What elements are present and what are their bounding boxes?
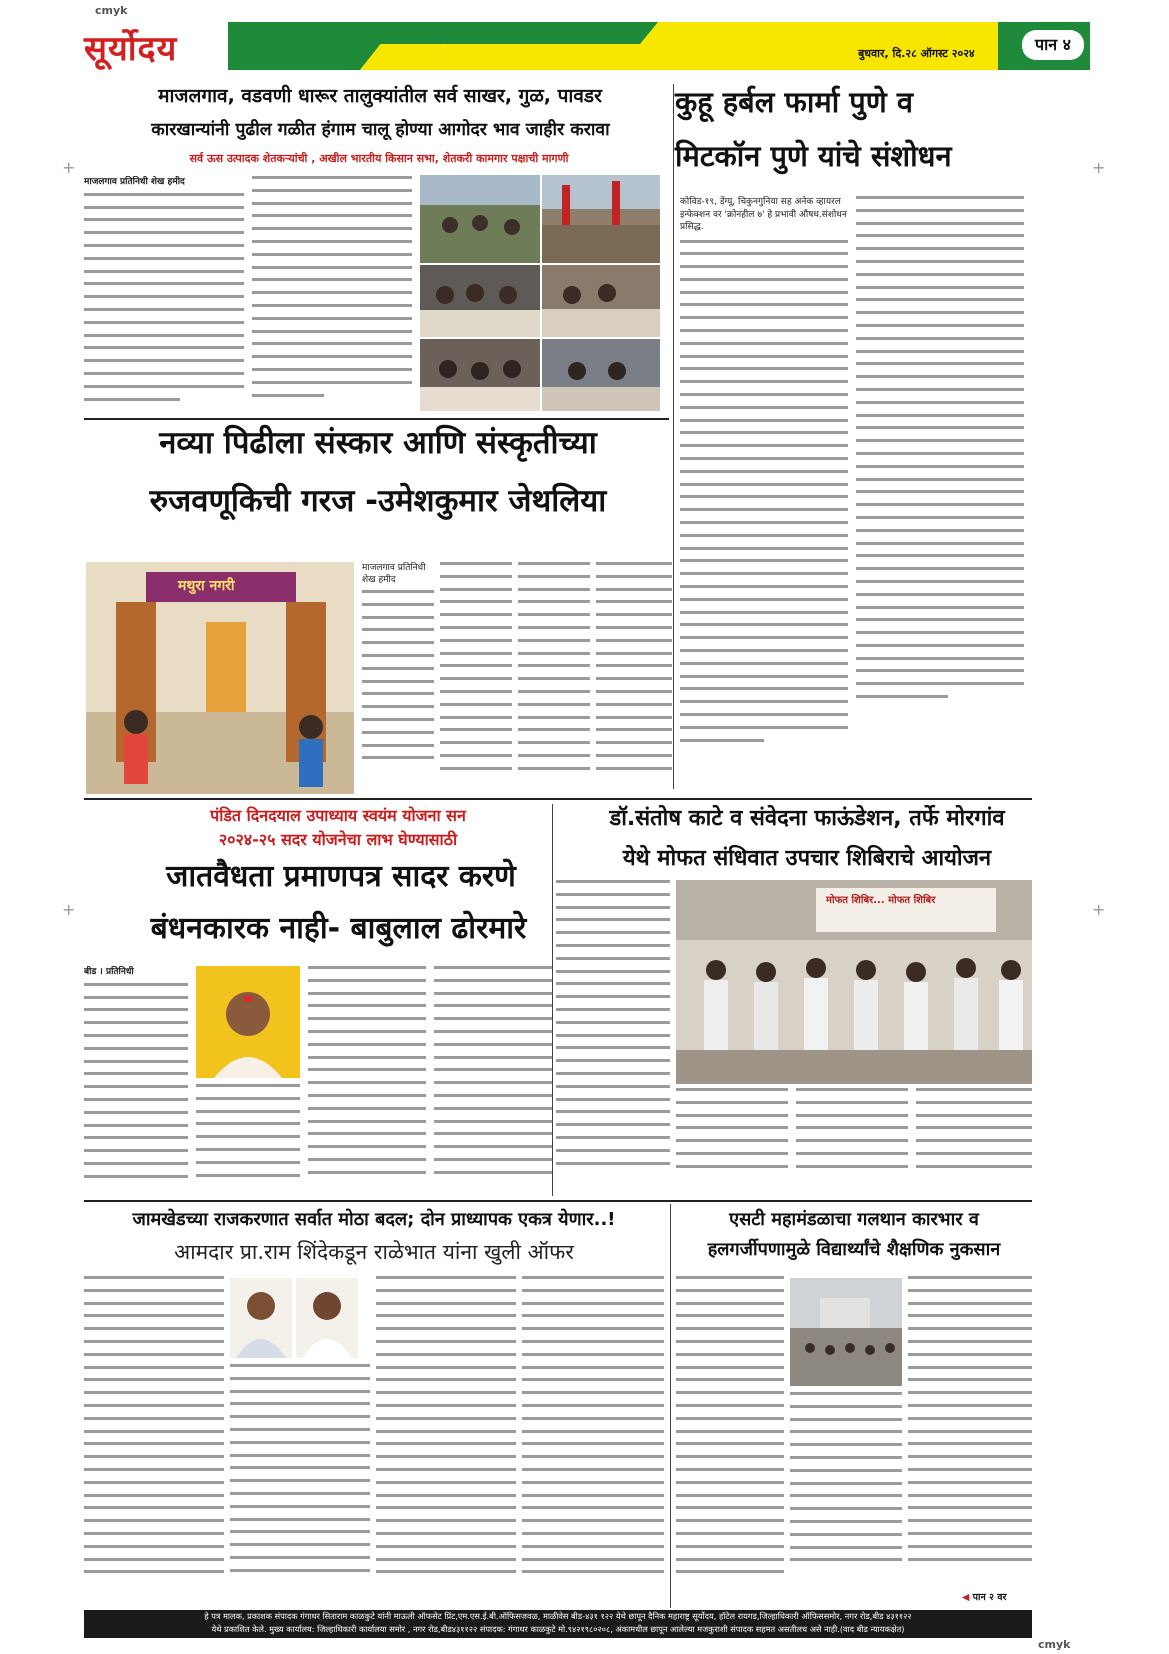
divider-middle [84, 798, 1032, 800]
story5-headline-line2: येथे मोफत संधिवात उपचार शिबिराचे आयोजन [622, 846, 992, 871]
story1-column-2 [252, 176, 412, 411]
story1-photo-protest-6 [542, 339, 660, 411]
story2-column-2 [856, 196, 1024, 786]
story6-column-3 [376, 1276, 516, 1606]
divider-lower [84, 1200, 1032, 1202]
story7-continued-label: पान २ वर [972, 1592, 1007, 1603]
story1-photo-protest-4 [542, 265, 660, 337]
masthead-page-label: पान ४ [1022, 30, 1084, 60]
story5-column-1 [556, 880, 670, 1192]
story6-column-2 [230, 1364, 370, 1606]
story6-headline: जामखेडच्या राजकरणात सर्वात मोठा बदल; दोन प्राध्यापक एकत्र येणार..! [132, 1209, 616, 1230]
story7-column-3 [908, 1276, 1032, 1588]
story7-continued-link[interactable] [962, 1590, 1006, 1603]
story6-column-1 [84, 1276, 224, 1606]
story2-column-1 [680, 196, 848, 786]
story4-column-3 [308, 966, 426, 1194]
footer-imprint-line2: येथे प्रकाशित केले. मुख्य कार्यालय: जिल्हाधिकारी कार्यालया समोर , नगर रोड,बीड४३११२२ संपादक: गंगाधर काळकुटे मो.९४२१९८०२०८, अंकामधील छापून आलेल्या मजकुराशी संपादक सहमत असतीलच असे नाही.(वाद बीड न्यायकक्षेत) [211, 1624, 905, 1634]
story3-byline: माजलगाव प्रतिनिधी शेख हमीद [362, 563, 426, 585]
story5-column-3 [796, 1088, 908, 1194]
registration-mark-right-mid: + [1092, 900, 1106, 919]
story1-column-1 [84, 176, 244, 411]
story1-headline-line1: माजलगाव, वडवणी धारूर तालुक्यांतील सर्व साखर, गुळ, पावडर [158, 85, 602, 107]
story5-banner-text: मोफत शिबिर... मोफत शिबिर [826, 895, 936, 906]
story3-column-3 [518, 562, 590, 794]
story4-photo-portrait [196, 966, 300, 1078]
story4-kicker-line2: २०२४-२५ सदर योजनेचा लाभ घेण्यासाठी [218, 830, 458, 849]
story5-headline-line1: डॉ.संतोष काटे व संवेदना फाऊंडेशन, तर्फे मोरगांव [609, 806, 1005, 831]
story4-column-1 [84, 966, 188, 1194]
story7-column-1 [676, 1276, 784, 1606]
story1-subhead: सर्व ऊस उत्पादक शेतकऱ्यांची , अखील भारतीय किसान सभा, शेतकरी कामगार पक्षाची मागणी [189, 152, 569, 165]
story1-headline-line2: कारखान्यांनी पुढील गळीत हंगाम चालू होण्या आगोदर भाव जाहीर करावा [151, 120, 610, 140]
masthead-title: सूर्योदय [84, 29, 178, 69]
story7-photo-students [790, 1278, 902, 1386]
cmyk-mark-bottom: cmyk [1038, 1638, 1071, 1651]
registration-mark-left-top: + [62, 158, 76, 177]
divider-vertical-right [673, 84, 674, 789]
story4-byline: बीड । प्रतिनिधी [84, 967, 134, 977]
masthead [78, 22, 1090, 72]
story3-column-2 [440, 562, 512, 794]
story1-photo-protest-1 [420, 175, 540, 263]
story1-byline: माजलगाव प्रतिनिधी शेख हमीद [84, 177, 185, 187]
divider-vertical-lower [670, 1204, 671, 1608]
story7-headline-line1: एसटी महामंडळाचा गलथान कारभार व [729, 1209, 979, 1230]
story3-headline-line1: नव्या पिढीला संस्कार आणि संस्कृतीच्या [159, 425, 597, 461]
story6-subhead: आमदार प्रा.राम शिंदेकडून राळेभात यांना खुली ऑफर [174, 1240, 574, 1264]
story1-photo-protest-5 [420, 339, 540, 411]
story5-photo-group [676, 880, 1032, 1084]
registration-mark-right-top: + [1092, 158, 1106, 177]
story3-photo-children [86, 562, 354, 794]
masthead-date: बुधवार, दि.२८ ऑगस्ट २०२४ [858, 47, 975, 60]
story4-column-4 [434, 966, 552, 1194]
story4-headline-line1: जातवैधता प्रमाणपत्र सादर करणे [166, 859, 516, 894]
continued-arrow-icon: ◀ [962, 1592, 970, 1603]
story4-headline-line2: बंधनकारक नाही- बाबुलाल ढोरमारे [150, 911, 527, 946]
divider-top-left [84, 418, 669, 420]
story6-photo-leader-2 [296, 1278, 358, 1358]
story4-column-2 [196, 1084, 300, 1194]
cmyk-mark-top: cmyk [95, 4, 128, 17]
registration-mark-left-mid: + [62, 900, 76, 919]
story1-photo-protest-3 [420, 265, 540, 337]
story3-headline-line2: रुजवणूकिची गरज -उमेशकुमार जेथलिया [149, 483, 607, 519]
footer-imprint-line1: हे पत्र मालक, प्रकाशक संपादक गंगाधर सिताराम काळकुटे यांनी माऊली ऑफसेट प्रिंट,एम.एस.ई.बी.ऑफिसजवळ, माळीवेस बीड-४३१ १२२ येथे छापून दैनिक महाराष्ट्र सूर्योदय, हॉटेल रायगड,जिल्हाधिकारी ऑफिससमोर, नगर रोड,बीड ४३११२२ [204, 1611, 912, 1621]
story4-kicker-line1: पंडित दिनदयाल उपाध्याय स्वयंम योजना सन [210, 806, 466, 825]
story3-photo-caption: मथुरा नगरी [178, 578, 235, 594]
story1-photo-protest-2 [542, 175, 660, 263]
story2-headline-line1: कुहू हर्बल फार्मा पुणे व [675, 85, 913, 119]
story6-column-4 [522, 1276, 664, 1606]
story2-headline-line2: मिटकॉन पुणे यांचे संशोधन [675, 139, 952, 173]
story3-column-4 [596, 562, 672, 794]
story7-headline-line2: हलगर्जीपणामुळे विद्यार्थ्यांचे शैक्षणिक नुकसान [707, 1239, 1001, 1260]
divider-vertical-middle [552, 804, 553, 1196]
story3-column-1 [362, 562, 434, 794]
story6-photo-leader-1 [230, 1278, 292, 1358]
story5-column-2 [676, 1088, 788, 1194]
story7-column-2 [790, 1392, 902, 1606]
story2-body-start: कोविड-१९, डेंग्यू, चिकुनगुनिया सह अनेक व्हायरल इन्फेक्शन वर 'क्रोनहील ७' हे प्रभावी औषध.संशोधन प्रसिद्ध. [680, 197, 847, 232]
story5-column-4 [916, 1088, 1032, 1194]
footer-imprint [84, 1610, 1032, 1638]
